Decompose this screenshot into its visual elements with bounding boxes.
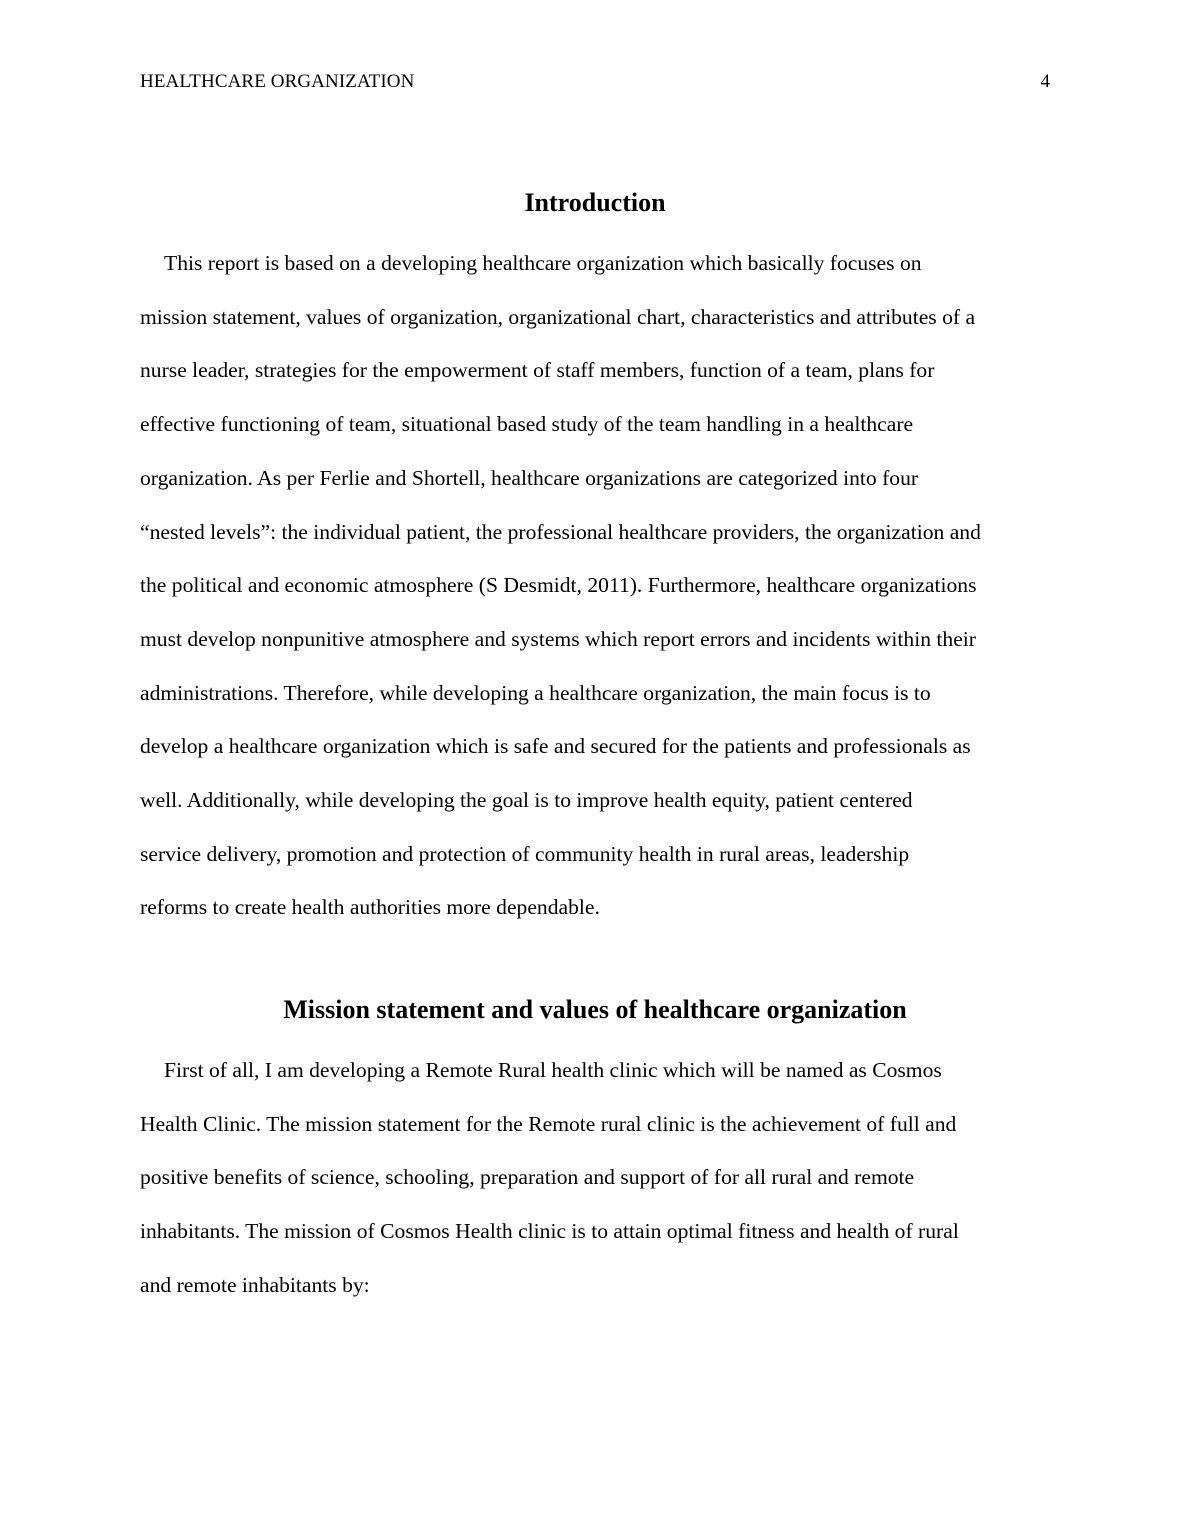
page-number: 4 — [1040, 71, 1050, 92]
paragraph-line: mission statement, values of organization, organizational chart, characteristics and attributes of a — [140, 304, 976, 329]
paragraph-line: This report is based on a developing healthcare organization which basically focuses on — [164, 251, 922, 275]
paragraph-line: service delivery, promotion and protection of community health in rural areas, leadership — [140, 841, 910, 866]
paragraph-line: organization. As per Ferlie and Shortell, healthcare organizations are categorized into four — [140, 465, 919, 490]
paragraph-line: First of all, I am developing a Remote Rural health clinic which will be named as Cosmos — [164, 1058, 942, 1082]
paragraph-line: “nested levels”: the individual patient, the professional healthcare providers, the organization and — [140, 519, 981, 544]
paragraph-line: nurse leader, strategies for the empowerment of staff members, function of a team, plans for — [140, 358, 935, 383]
paragraph-line: reforms to create health authorities more dependable. — [140, 895, 600, 920]
paragraph-line: develop a healthcare organization which is safe and secured for the patients and professionals as — [140, 734, 971, 759]
paragraph-line: effective functioning of team, situational based study of the team handling in a healthcare — [140, 412, 914, 437]
paragraph-introduction — [140, 237, 1050, 935]
paragraph-line: must develop nonpunitive atmosphere and systems which report errors and incidents within their — [140, 626, 976, 651]
paragraph-line: inhabitants. The mission of Cosmos Health clinic is to attain optimal fitness and health of rural — [140, 1219, 959, 1244]
running-head-title: HEALTHCARE ORGANIZATION — [140, 71, 415, 92]
paragraph-line: Health Clinic. The mission statement for the Remote rural clinic is the achievement of full and — [140, 1111, 957, 1136]
paragraph-line: and remote inhabitants by: — [140, 1272, 370, 1297]
paragraph-line: the political and economic atmosphere (S Desmidt, 2011). Furthermore, healthcare organizations — [140, 573, 977, 598]
paragraph-line: administrations. Therefore, while developing a healthcare organization, the main focus is to — [140, 680, 931, 705]
paragraph-line: positive benefits of science, schooling, preparation and support of for all rural and remote — [140, 1165, 915, 1190]
heading-mission-statement: Mission statement and values of healthcare organization — [283, 995, 907, 1024]
running-head — [140, 70, 1050, 94]
paragraph-line: well. Additionally, while developing the goal is to improve health equity, patient centered — [140, 788, 913, 813]
heading-introduction: Introduction — [524, 188, 666, 217]
paragraph-mission-statement — [140, 1044, 1050, 1313]
